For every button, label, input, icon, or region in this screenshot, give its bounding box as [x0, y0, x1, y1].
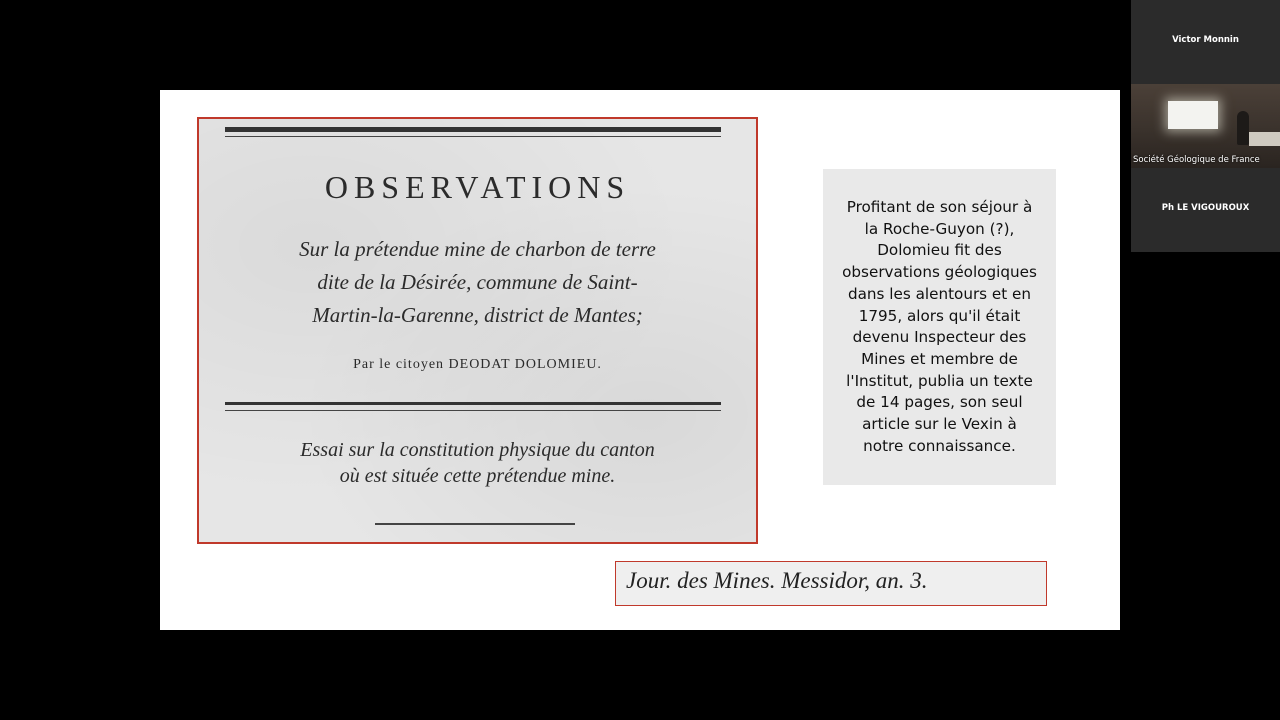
- description-line: Dolomieu fit des: [877, 241, 1002, 260]
- video-table: [1249, 132, 1280, 146]
- description-line: observations géologiques: [842, 263, 1037, 282]
- document-essay-line-2: où est située cette prétendue mine.: [339, 465, 616, 487]
- citation-box: Jour. des Mines. Messidor, an. 3.: [615, 561, 1047, 606]
- top-rule: [225, 127, 721, 132]
- description-line: 1795, alors qu'il était: [858, 306, 1021, 325]
- document-subtitle-line-3: Martin-la-Garenne, district de Mantes;: [312, 303, 643, 327]
- participant-video-label: Société Géologique de France: [1133, 155, 1260, 165]
- participant-tile-societe-geologique[interactable]: [1131, 84, 1280, 168]
- participants-panel: [1131, 0, 1280, 252]
- middle-rule-thin: [225, 410, 721, 411]
- description-line: dans les alentours et en: [847, 284, 1032, 303]
- document-essay-line-1: Essai sur la constitution physique du canton: [300, 439, 655, 461]
- video-projector-screen: [1168, 101, 1218, 129]
- description-line: article sur le Vexin à: [862, 415, 1017, 434]
- description-line: de 14 pages, son seul: [856, 393, 1023, 412]
- description-line: devenu Inspecteur des: [852, 328, 1027, 347]
- top-rule-thin: [225, 136, 721, 137]
- bottom-ornament: [375, 523, 575, 525]
- participant-name: Victor Monnin: [1172, 35, 1239, 45]
- description-line: l'Institut, publia un texte: [846, 371, 1033, 390]
- document-subtitle-line-2: dite de la Désirée, commune de Saint-: [317, 270, 638, 294]
- description-line: Profitant de son séjour à: [846, 198, 1033, 216]
- scanned-document: [197, 117, 758, 544]
- description-line: la Roche-Guyon (?),: [864, 219, 1015, 238]
- shared-slide: [160, 90, 1120, 630]
- document-title: OBSERVATIONS: [324, 169, 631, 205]
- participant-name: Ph LE VIGOUROUX: [1161, 203, 1250, 213]
- description-box: [823, 169, 1056, 485]
- document-subtitle-line-1: Sur la prétendue mine de charbon de terre: [299, 237, 656, 261]
- description-line: Mines et membre de: [861, 349, 1018, 368]
- participant-tile-ph-le-vigouroux[interactable]: [1131, 168, 1280, 252]
- document-author: Par le citoyen DEODAT DOLOMIEU.: [353, 357, 602, 372]
- participant-tile-victor-monnin[interactable]: [1131, 0, 1280, 84]
- middle-rule: [225, 402, 721, 405]
- video-presenter: [1237, 111, 1249, 145]
- description-line: notre connaissance.: [863, 436, 1016, 455]
